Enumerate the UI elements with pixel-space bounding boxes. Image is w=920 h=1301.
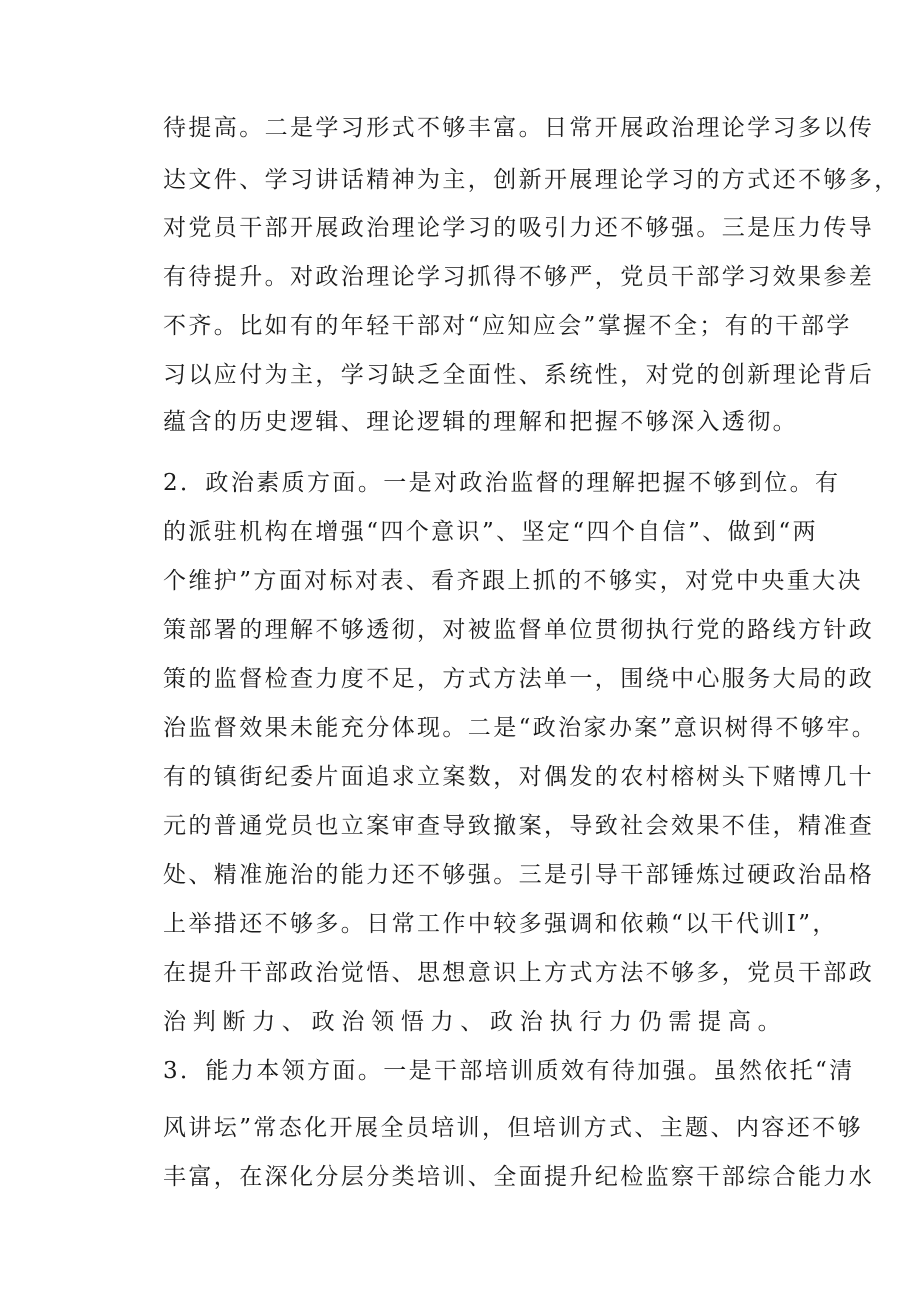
text-line: 达文件、学习讲话精神为主，创新开展理论学习的方式还不够多， (163, 167, 900, 193)
text-line: 策的监督检查力度不足，方式方法单一，围绕中心服务大局的政 (163, 666, 875, 692)
text-line: 蕴含的历史逻辑、理论逻辑的理解和把握不够深入透彻。 (163, 409, 798, 435)
paragraph-heading-line: 风讲坛”常态化开展全员培训，但培训方式、主题、内容还不够 (163, 1115, 863, 1141)
text-line: 治监督效果未能充分体现。二是“政治家办案”意识树得不够牢。 (163, 715, 878, 741)
text-line: 治判断力、政治领悟力、政治执行力仍需提高。 (163, 1009, 783, 1035)
text-line: 在提升干部政治觉悟、思想意识上方式方法不够多，党员干部政 (163, 960, 875, 986)
text-line: 处、精准施治的能力还不够强。三是引导干部锤炼过硬政治品格 (163, 862, 875, 888)
text-line: 有的镇街纪委片面追求立案数，对偶发的农村榕树头下赌博几十 (163, 764, 875, 790)
text-line: 上举措还不够多。日常工作中较多强调和依赖“以干代训I”， (163, 911, 838, 937)
text-line: 习以应付为主，学习缺乏全面性、系统性，对党的创新理论背后 (163, 362, 875, 388)
text-line: 3．能力本领方面。一是干部培训质效有待加强。虽然依托“清 (163, 1058, 855, 1084)
text-line: 丰富，在深化分层分类培训、全面提升纪检监察干部综合能力水 (163, 1164, 875, 1190)
paragraph-heading-line: 2．政治素质方面。一是对政治监督的理解把握不够到位。有 (163, 470, 841, 496)
text-line: 不齐。比如有的年轻干部对“应知应会”掌握不全；有的干部学 (163, 313, 852, 339)
text-line: 的派驻机构在增强“四个意识”、坚定“四个自信”、做到“两 (163, 519, 818, 545)
text-line: 策部署的理解不够透彻，对被监督单位贯彻执行党的路线方针政 (163, 617, 875, 643)
text-line: 有待提升。对政治理论学习抓得不够严，党员干部学习效果参差 (163, 264, 875, 290)
text-line: 待提高。二是学习形式不够丰富。日常开展政治理论学习多以传 (163, 115, 875, 141)
text-line: 元的普通党员也立案审查导致撤案，导致社会效果不佳，精准查 (163, 813, 875, 839)
text-line: 对党员干部开展政治理论学习的吸引力还不够强。三是压力传导 (163, 215, 875, 241)
text-line: 个维护”方面对标对表、看齐跟上抓的不够实，对党中央重大决 (163, 568, 863, 594)
